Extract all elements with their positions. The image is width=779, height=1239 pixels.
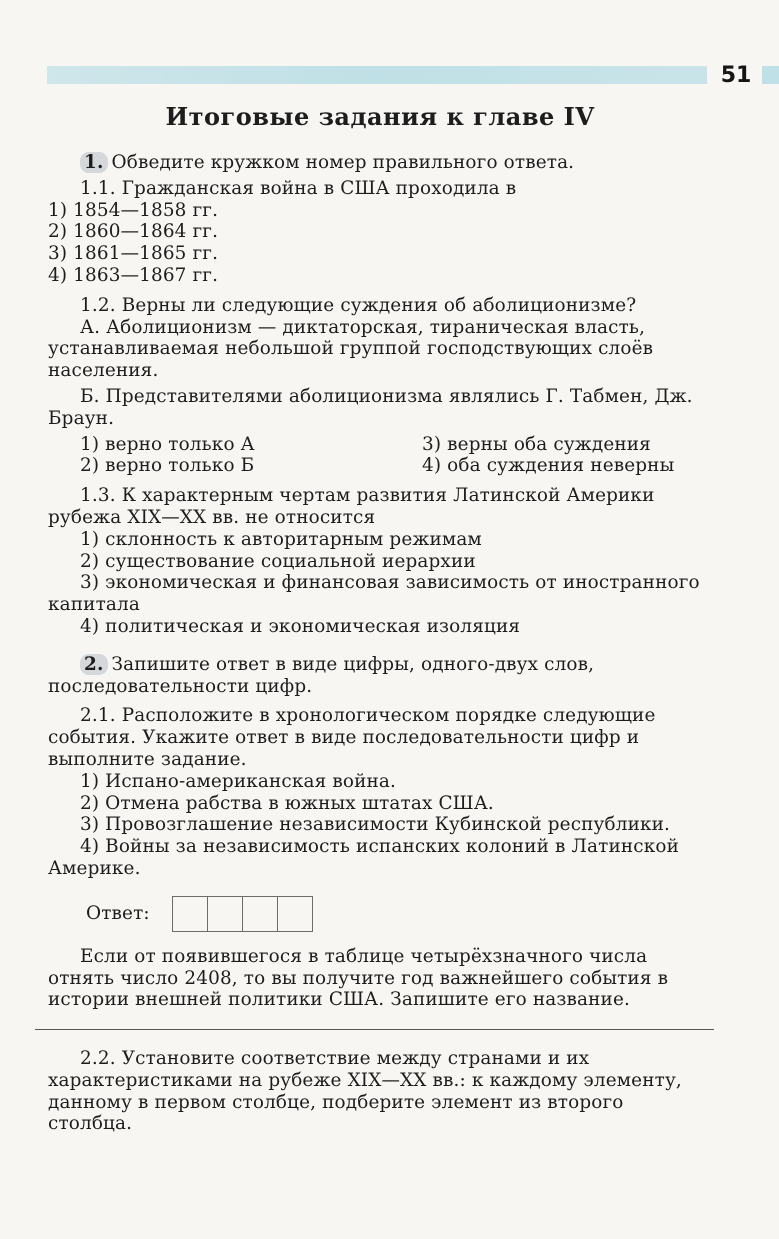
- statement-a: А. Аболиционизм — диктаторская, тираническая власть, устанавливаемая небольшой группой господствующих слоёв населения.: [48, 316, 654, 382]
- option-1-2-2[interactable]: 2) верно только Б: [80, 455, 255, 477]
- header-band: [47, 66, 707, 84]
- question-1-3: 1.3. К характерным чертам развития Латинской Америки рубежа XIX—XX вв. не относится: [48, 485, 655, 528]
- question-1-2: 1.2. Верны ли следующие суждения об аболиционизме?: [80, 294, 637, 316]
- option-1-3-3[interactable]: 3) экономическая и финансовая зависимость от иностранного капитала: [48, 572, 700, 616]
- page-content: [48, 100, 712, 1135]
- question-1-2-options: [48, 434, 712, 478]
- task-2-text: Запишите ответ в виде цифры, одного-двух слов, последовательности цифр.: [48, 653, 595, 697]
- question-2-2: 2.2. Установите соответствие между странами и их характеристиками на рубеже XIX—XX вв.: к каждому элементу, данному в первом столбце, подберите элемент из второго столбца.: [48, 1048, 682, 1135]
- question-2-1: 2.1. Расположите в хронологическом порядке следующие события. Укажите ответ в виде последовательности цифр и выполните задание.: [48, 705, 656, 770]
- answer-cell-1[interactable]: [173, 897, 208, 931]
- option-1-3-1[interactable]: 1) склонность к авторитарным режимам: [80, 528, 482, 550]
- event-3: 3) Провозглашение независимости Кубинской республики.: [80, 814, 671, 836]
- option-1-1-2[interactable]: 2) 1860—1864 гг.: [48, 221, 219, 243]
- option-1-1-1[interactable]: 1) 1854—1858 гг.: [48, 199, 219, 221]
- option-1-1-3[interactable]: 3) 1861—1865 гг.: [48, 243, 219, 265]
- answer-cell-3[interactable]: [243, 897, 278, 931]
- option-1-2-3[interactable]: 3) верны оба суждения: [422, 433, 651, 455]
- answer-line: [35, 1029, 714, 1030]
- task-2-instruction: [48, 654, 712, 698]
- question-1-1: 1.1. Гражданская война в США проходила в: [80, 177, 517, 199]
- event-4: 4) Войны за независимость испанских колоний в Латинской Америке.: [48, 836, 679, 879]
- chapter-title: Итоговые задания к главе IV: [165, 102, 595, 131]
- followup-text: Если от появившегося в таблице четырёхзначного числа отнять число 2408, то вы получите год важнейшего события в истории внешней политики США. Запишите его название.: [48, 945, 669, 1011]
- option-1-2-1[interactable]: 1) верно только А: [80, 433, 255, 455]
- task-1-number: 1.: [80, 152, 108, 173]
- answer-boxes: [172, 896, 313, 932]
- option-1-1-4[interactable]: 4) 1863—1867 гг.: [48, 264, 219, 286]
- answer-label: Ответ:: [86, 902, 150, 924]
- answer-row: [86, 896, 712, 932]
- answer-cell-2[interactable]: [208, 897, 243, 931]
- task-1-text: Обведите кружком номер правильного ответа.: [111, 152, 575, 173]
- statement-b: Б. Представителями аболиционизма являлись Г. Табмен, Дж. Браун.: [48, 385, 693, 429]
- answer-cell-4[interactable]: [278, 897, 312, 931]
- option-1-3-4[interactable]: 4) политическая и экономическая изоляция: [80, 615, 521, 637]
- event-2: 2) Отмена рабства в южных штатах США.: [80, 792, 494, 814]
- option-1-2-4[interactable]: 4) оба суждения неверны: [422, 455, 675, 477]
- header-band-edge: [762, 66, 779, 84]
- task-1-instruction: [48, 152, 712, 174]
- event-1: 1) Испано-американская война.: [80, 770, 397, 792]
- task-2-number: 2.: [80, 654, 108, 675]
- option-1-3-2[interactable]: 2) существование социальной иерархии: [80, 550, 476, 572]
- page-number: 51: [720, 63, 752, 88]
